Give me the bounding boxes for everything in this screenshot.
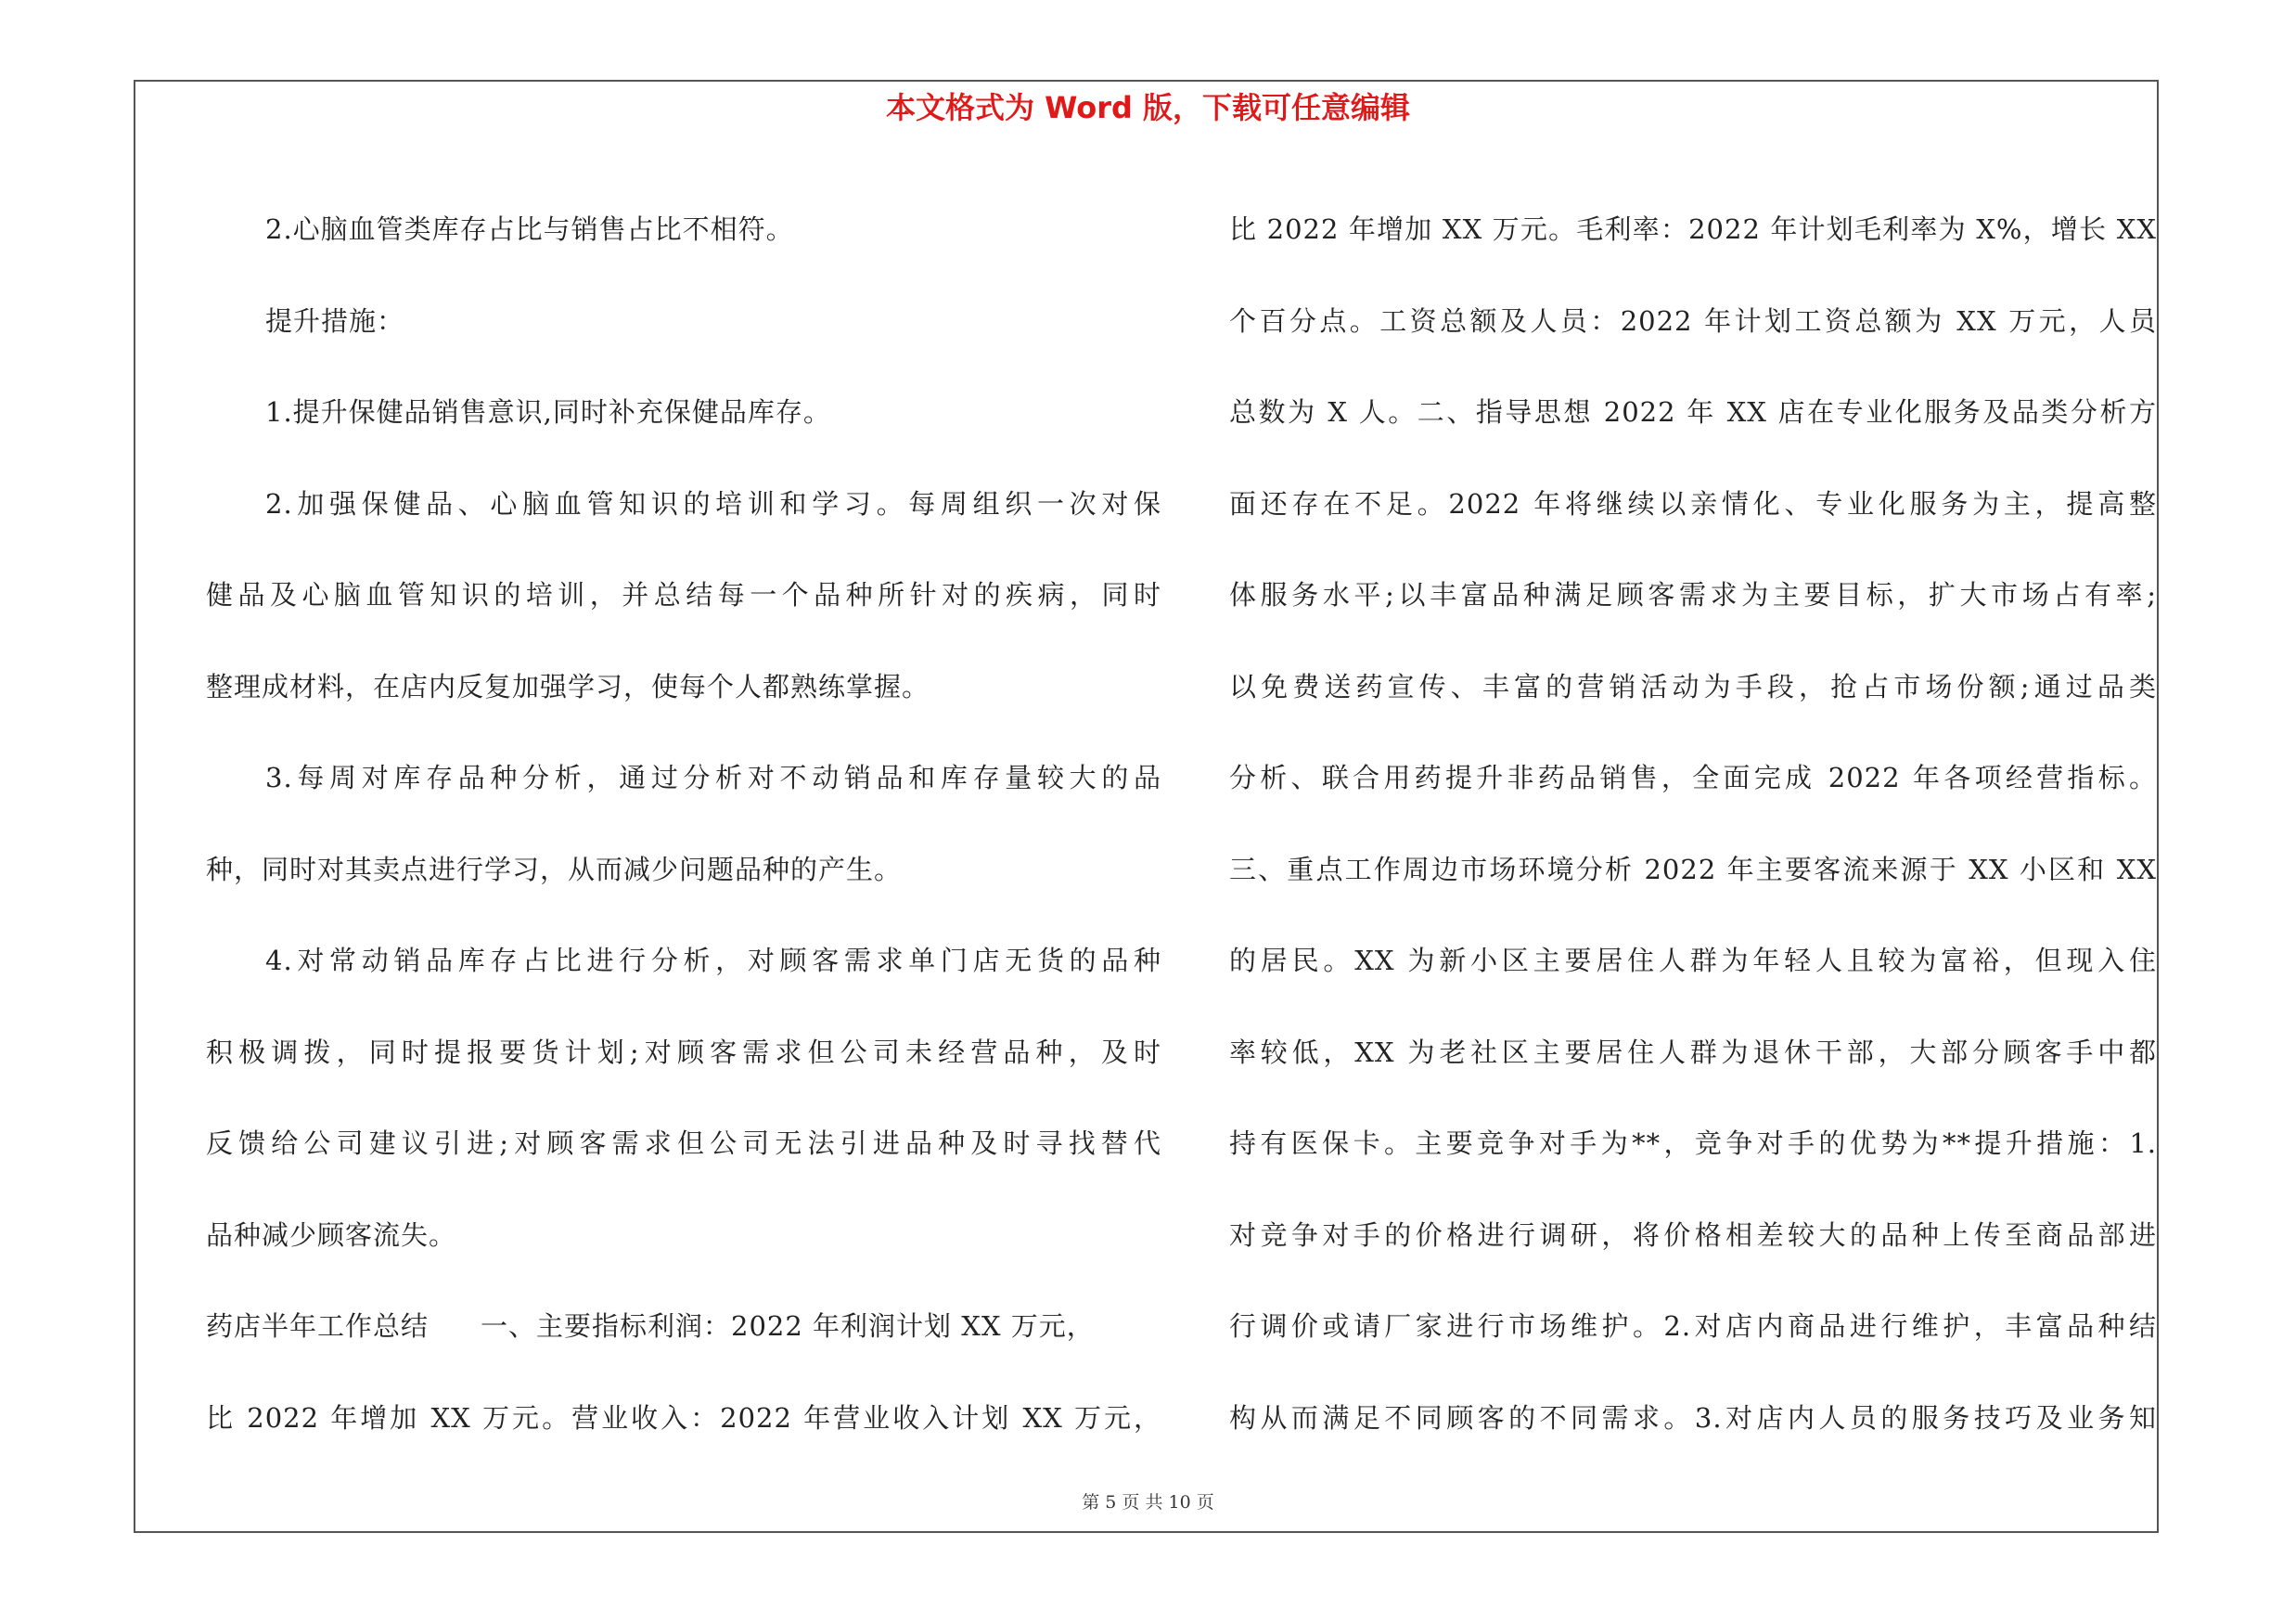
paragraph-line: 持有医保卡。主要竞争对手为**，竞争对手的优势为**提升措施：1. xyxy=(1229,1127,2157,1159)
paragraph-line: 个百分点。工资总额及人员：2022 年计划工资总额为 XX 万元，人员 xyxy=(1229,304,2157,337)
paragraph-line: 分析、联合用药提升非药品销售，全面完成 2022 年各项经营指标。 xyxy=(1229,762,2157,793)
paragraph-line: 2.心脑血管类库存占比与销售占比不相符。 xyxy=(265,213,794,245)
paragraph-line: 总数为 X 人。二、指导思想 2022 年 XX 店在专业化服务及品类分析方 xyxy=(1229,396,2157,428)
paragraph-line: 三、重点工作周边市场环境分析 2022 年主要客流来源于 XX 小区和 XX xyxy=(1229,853,2157,885)
page-number: 第 5 页 共 10 页 xyxy=(1082,1492,1214,1513)
paragraph-line: 3.每周对库存品种分析，通过分析对不动销品和库存量较大的品 xyxy=(265,762,1161,793)
paragraph-line: 品种减少顾客流失。 xyxy=(206,1218,457,1251)
header-banner: 本文格式为 Word 版，下载可任意编辑 xyxy=(885,90,1411,125)
paragraph-text: 一、主要指标利润：2022 年利润计划 XX 万元， xyxy=(481,1310,1095,1342)
paragraph-line: 比 2022 年增加 XX 万元。毛利率：2022 年计划毛利率为 X%，增长 XX xyxy=(1229,213,2157,245)
paragraph-line: 对竞争对手的价格进行调研，将价格相差较大的品种上传至商品部进 xyxy=(1229,1218,2157,1251)
section-heading: 提升措施： xyxy=(265,304,405,337)
paragraph-line: 面还存在不足。2022 年将继续以亲情化、专业化服务为主，提高整 xyxy=(1229,487,2157,520)
document-title: 药店半年工作总结 xyxy=(206,1310,430,1342)
paragraph-line: 体服务水平;以丰富品种满足顾客需求为主要目标，扩大市场占有率; xyxy=(1229,579,2157,611)
paragraph-line: 构从而满足不同顾客的不同需求。3.对店内人员的服务技巧及业务知 xyxy=(1229,1401,2157,1434)
paragraph-line: 以免费送药宣传、丰富的营销活动为手段，抢占市场份额;通过品类 xyxy=(1229,670,2157,702)
paragraph-line: 整理成材料，在店内反复加强学习，使每个人都熟练掌握。 xyxy=(206,670,930,702)
paragraph-line: 4.对常动销品库存占比进行分析，对顾客需求单门店无货的品种 xyxy=(265,945,1161,976)
paragraph-line: 反馈给公司建议引进;对顾客需求但公司无法引进品种及时寻找替代 xyxy=(206,1127,1161,1159)
paragraph-line: 2.加强保健品、心脑血管知识的培训和学习。每周组织一次对保 xyxy=(265,487,1161,520)
paragraph-line: 健品及心脑血管知识的培训，并总结每一个品种所针对的疾病，同时 xyxy=(206,579,1161,611)
right-column xyxy=(1229,184,2157,1463)
paragraph-line xyxy=(206,1281,1161,1372)
paragraph-line: 的居民。XX 为新小区主要居住人群为年轻人且较为富裕，但现入住 xyxy=(1229,945,2157,976)
paragraph-line: 率较低，XX 为老社区主要居住人群为退休干部，大部分顾客手中都 xyxy=(1229,1036,2157,1068)
paragraph-line: 1.提升保健品销售意识,同时补充保健品库存。 xyxy=(265,396,831,428)
paragraph-line: 行调价或请厂家进行市场维护。2.对店内商品进行维护，丰富品种结 xyxy=(1229,1310,2157,1342)
paragraph-line: 积极调拨，同时提报要货计划;对顾客需求但公司未经营品种，及时 xyxy=(206,1036,1161,1068)
left-column xyxy=(206,184,1161,1463)
paragraph-line: 比 2022 年增加 XX 万元。营业收入：2022 年营业收入计划 XX 万元， xyxy=(206,1401,1161,1434)
paragraph-line: 种，同时对其卖点进行学习，从而减少问题品种的产生。 xyxy=(206,853,903,885)
